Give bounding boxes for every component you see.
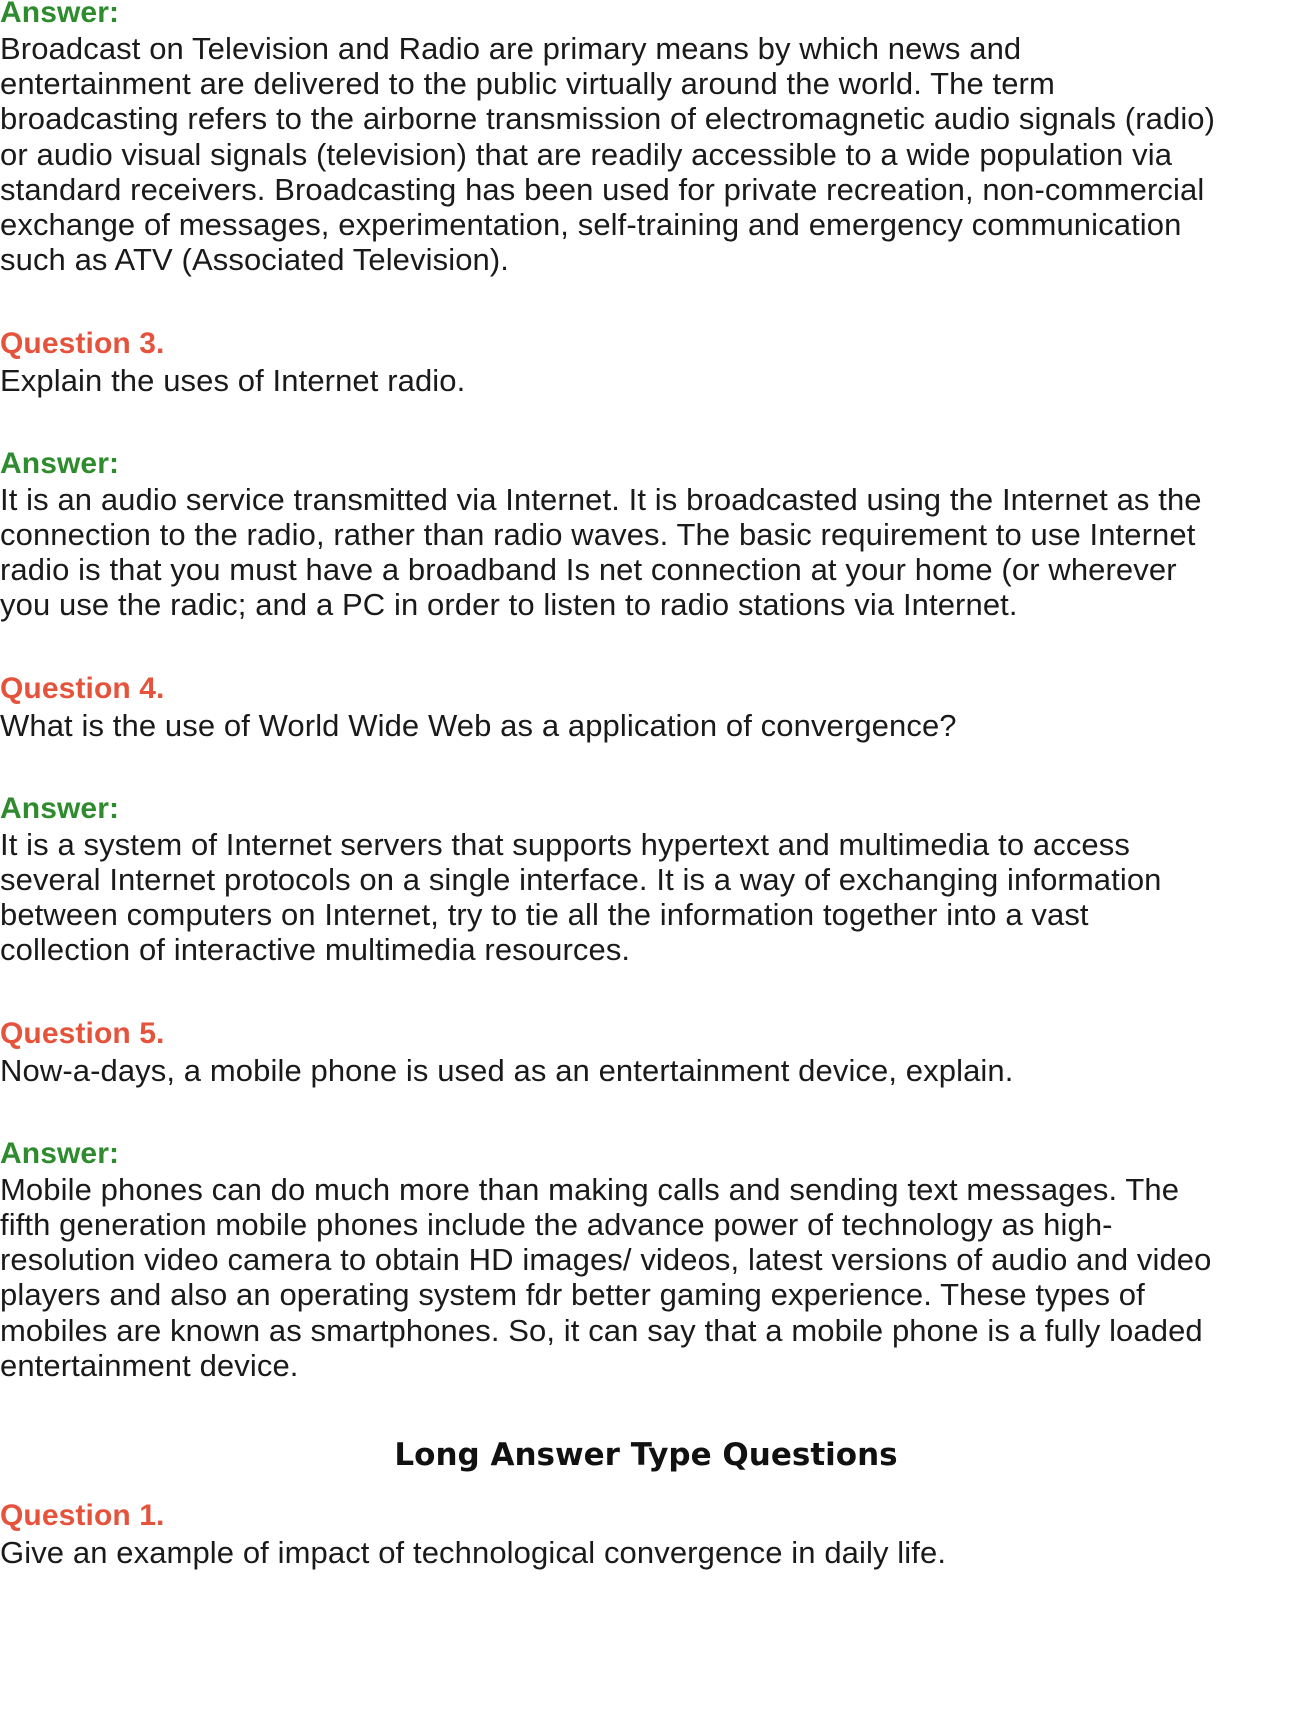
answer-label: Answer:	[0, 1137, 120, 1170]
question-text: What is the use of World Wide Web as a application of convergence?	[0, 708, 957, 743]
answer-text-line: fifth generation mobile phones include the advance power of technology as high-	[0, 1207, 1113, 1242]
answer-text-line: mobiles are known as smartphones. So, it can say that a mobile phone is a fully loaded	[0, 1313, 1203, 1348]
answer-text-line: entertainment device.	[0, 1348, 299, 1383]
answer-text-line: It is an audio service transmitted via Internet. It is broadcasted using the Internet as the	[0, 482, 1202, 517]
answer-text-line: players and also an operating system fdr better gaming experience. These types of	[0, 1277, 1145, 1312]
answer-text-line: such as ATV (Associated Television).	[0, 242, 510, 277]
question-label: Question 5.	[0, 1017, 165, 1050]
answer-label: Answer:	[0, 792, 120, 825]
question-text: Explain the uses of Internet radio.	[0, 363, 466, 398]
answer-text-line: standard receivers. Broadcasting has been used for private recreation, non-commercial	[0, 172, 1205, 207]
answer-text-line: Broadcast on Television and Radio are primary means by which news and	[0, 31, 1022, 66]
answer-text-line: It is a system of Internet servers that supports hypertext and multimedia to access	[0, 827, 1130, 862]
answer-text-line: collection of interactive multimedia resources.	[0, 932, 631, 967]
question-text: Now-a-days, a mobile phone is used as an entertainment device, explain.	[0, 1053, 1014, 1088]
answer-text-line: entertainment are delivered to the public virtually around the world. The term	[0, 66, 1055, 101]
answer-label: Answer:	[0, 447, 120, 480]
answer-text-line: broadcasting refers to the airborne transmission of electromagnetic audio signals (radio)	[0, 101, 1216, 136]
question-label: Question 1.	[0, 1499, 165, 1532]
answer-text-line: several Internet protocols on a single interface. It is a way of exchanging information	[0, 862, 1162, 897]
answer-text-line: connection to the radio, rather than radio waves. The basic requirement to use Internet	[0, 517, 1196, 552]
answer-label: Answer:	[0, 0, 120, 29]
question-label: Question 4.	[0, 672, 165, 705]
question-text: Give an example of impact of technological convergence in daily life.	[0, 1535, 947, 1570]
answer-text-line: or audio visual signals (television) that are readily accessible to a wide population via	[0, 137, 1173, 172]
answer-text-line: between computers on Internet, try to tie all the information together into a vast	[0, 897, 1089, 932]
answer-text-line: exchange of messages, experimentation, self-training and emergency communication	[0, 207, 1182, 242]
answer-text-line: you use the radic; and a PC in order to listen to radio stations via Internet.	[0, 587, 1018, 622]
answer-text-line: radio is that you must have a broadband Is net connection at your home (or wherever	[0, 552, 1177, 587]
section-heading: Long Answer Type Questions	[394, 1437, 898, 1473]
answer-text-line: resolution video camera to obtain HD images/ videos, latest versions of audio and video	[0, 1242, 1212, 1277]
answer-text-line: Mobile phones can do much more than making calls and sending text messages. The	[0, 1172, 1180, 1207]
question-label: Question 3.	[0, 327, 165, 360]
